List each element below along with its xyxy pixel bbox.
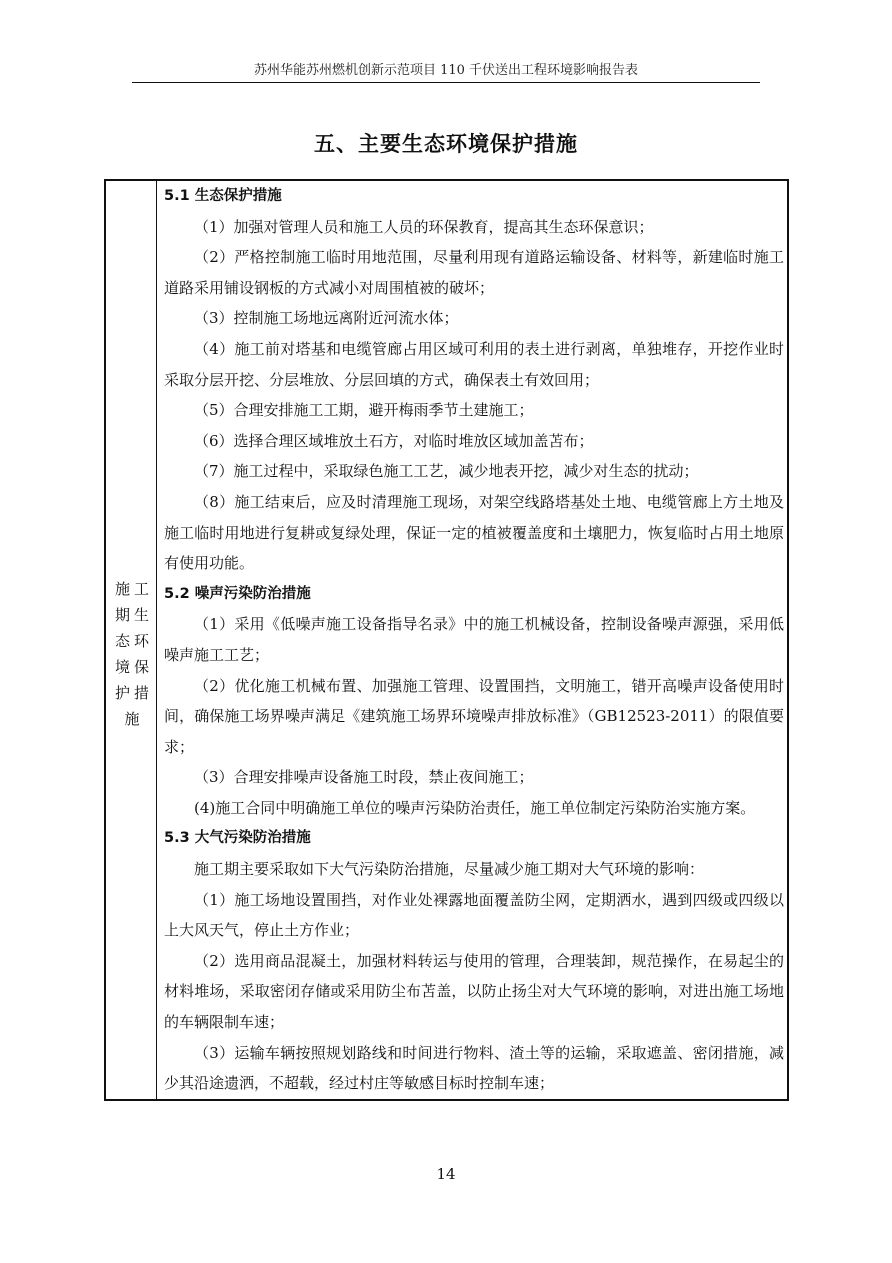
paragraph: （2）严格控制施工临时用地范围，尽量利用现有道路运输设备、材料等，新建临时施工道路采用铺设钢板的方式减小对周围植被的破坏；	[164, 248, 784, 297]
paragraph: （1）加强对管理人员和施工人员的环保教育，提高其生态环保意识；	[194, 217, 654, 236]
paragraph: （3）运输车辆按照规划路线和时间进行物料、渣土等的运输，采取遮盖、密闭措施，减少其沿途遗洒，不超载，经过村庄等敏感目标时控制车速；	[164, 1043, 784, 1093]
paragraph: (4)施工合同中明确施工单位的噪声污染防治责任，施工单位制定污染防治实施方案。	[194, 798, 756, 817]
paragraph: （4）施工前对塔基和电缆管廊占用区域可利用的表土进行剥离，单独堆存，开挖作业时采取分层开挖、分层堆放、分层回填的方式，确保表土有效回用；	[164, 339, 784, 389]
header-rule	[132, 82, 760, 83]
section-title: 五、主要生态环境保护措施	[314, 132, 578, 156]
section-air	[164, 823, 784, 1098]
section-heading: 5.3 大气污染防治措施	[164, 830, 311, 847]
paragraph: 施工期主要采取如下大气污染防治措施，尽量减少施工期对大气环境的影响：	[194, 860, 705, 879]
paragraph: （3）合理安排噪声设备施工时段，禁止夜间施工；	[194, 768, 534, 787]
paragraph: （3）控制施工场地远离附近河流水体；	[194, 309, 459, 328]
section-heading: 5.2 噪声污染防治措施	[164, 585, 311, 602]
page-number: 14	[436, 1165, 456, 1183]
page-header: 苏州华能苏州燃机创新示范项目 110 千伏送出工程环境影响报告表	[253, 63, 639, 78]
paragraph: （2）选用商品混凝土，加强材料转运与使用的管理，合理装卸，规范操作，在易起尘的材料堆场，采取密闭存储或采用防尘布苫盖，以防止扬尘对大气环境的影响，对进出施工场地的车辆限制车速；	[164, 951, 784, 1032]
row-label: 施工期生态环境保护措施	[114, 580, 153, 728]
section-heading: 5.1 生态保护措施	[164, 188, 282, 204]
row-label-cell	[106, 181, 157, 1099]
paragraph: （2）优化施工机械布置、加强施工管理、设置围挡，文明施工，错开高噪声设备使用时间，确保施工场界噪声满足《建筑施工场界环境噪声排放标准》（GB12523-2011）的限值要求；	[164, 676, 784, 756]
paragraph: （7）施工过程中，采取绿色施工工艺，减少地表开挖，减少对生态的扰动；	[194, 462, 699, 481]
section-ecology	[164, 181, 784, 579]
paragraph: （8）施工结束后，应及时清理施工现场，对架空线路塔基处土地、电缆管廊上方土地及施工临时用地进行复耕或复绿处理，保证一定的植被覆盖度和土壤肥力，恢复临时占用土地原有使用功能。	[164, 492, 784, 573]
paragraph: （1）施工场地设置围挡，对作业处裸露地面覆盖防尘网，定期洒水，遇到四级或四级以上大风天气，停止土方作业；	[164, 890, 784, 940]
section-noise	[164, 579, 784, 824]
paragraph: （5）合理安排施工工期，避开梅雨季节土建施工；	[194, 401, 534, 420]
measures-table	[104, 179, 789, 1101]
paragraph: （1）采用《低噪声施工设备指导名录》中的施工机械设备，控制设备噪声源强，采用低噪声施工工艺；	[164, 615, 784, 664]
content-cell	[164, 181, 784, 1099]
paragraph: （6）选择合理区域堆放土石方，对临时堆放区域加盖苫布；	[194, 431, 594, 450]
